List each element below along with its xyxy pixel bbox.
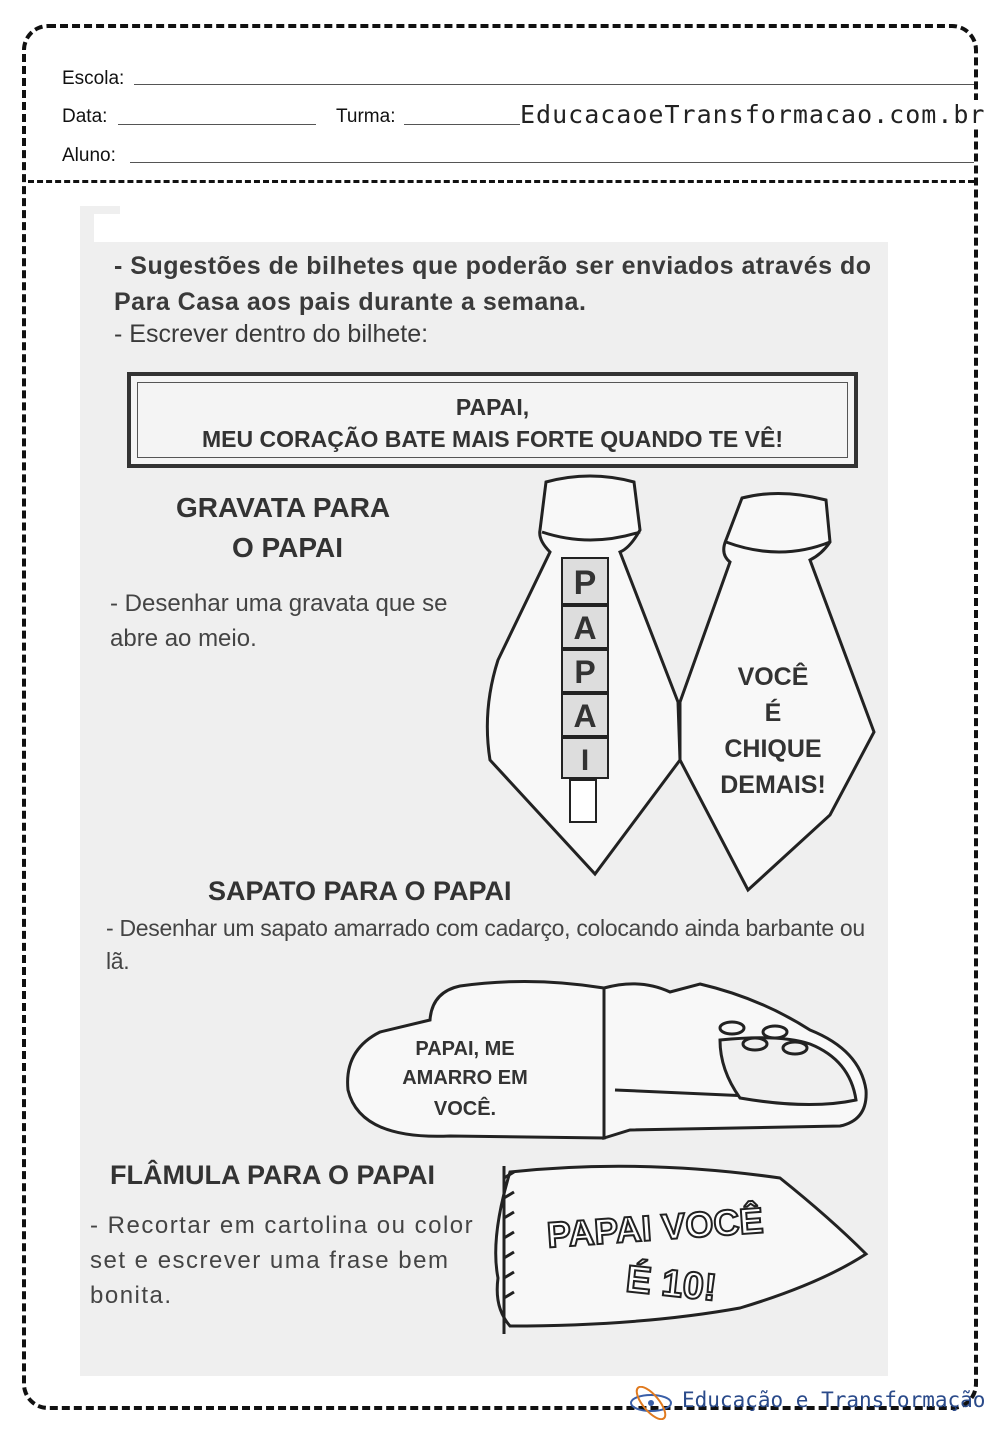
- note-box: [127, 372, 858, 468]
- tie-title-1: GRAVATA PARA: [176, 492, 391, 523]
- data-label: Data:: [62, 106, 108, 127]
- shoe-title: SAPATO PARA O PAPAI: [208, 876, 512, 906]
- tie-title-2: O PAPAI: [232, 532, 343, 563]
- tie-illustration: [480, 470, 880, 900]
- tie-message-2: É: [764, 699, 782, 727]
- escola-label: Escola:: [62, 68, 125, 89]
- shoe-description: - Desenhar um sapato amarrado com cadarço, colocando ainda barbante ou lã.: [106, 915, 865, 974]
- site-watermark: EducacaoeTransformacao.com.br: [520, 100, 986, 129]
- pennant-message-2: É 10!: [623, 1258, 719, 1310]
- tie-message-1: VOCÊ: [737, 663, 809, 691]
- tie-letter-1: P: [573, 564, 597, 602]
- pennant-illustration: [480, 1158, 880, 1338]
- header-separator: [28, 180, 974, 183]
- tie-letter-4: A: [573, 698, 597, 734]
- tie-letter-3: P: [574, 654, 596, 690]
- pennant-title: FLÂMULA PARA O PAPAI: [110, 1160, 435, 1190]
- intro-text: - Sugestões de bilhetes que poderão ser enviados através do Para Casa aos pais durante a semana.: [114, 252, 872, 316]
- aluno-field[interactable]: [130, 162, 974, 163]
- data-field[interactable]: [118, 124, 316, 125]
- shoe-message-2: AMARRO EM: [402, 1067, 528, 1089]
- tie-letter-stand: [570, 780, 596, 822]
- sheet-tab-cutout: [94, 214, 120, 244]
- note-line-1: PAPAI,: [455, 394, 530, 420]
- shoe-illustration: [340, 970, 870, 1150]
- pennant-message-1: PAPAI VOCÊ: [545, 1199, 765, 1256]
- tie-letter-2: A: [573, 610, 597, 646]
- turma-label: Turma:: [336, 106, 396, 127]
- tie-description: - Desenhar uma gravata que se abre ao meio.: [110, 590, 448, 652]
- pennant-description: - Recortar em cartolina ou color set e escrever uma frase bem bonita.: [90, 1212, 475, 1309]
- tie-letter-5: I: [580, 744, 590, 777]
- shoe-message-3: VOCÊ.: [433, 1098, 497, 1120]
- escola-field[interactable]: [134, 84, 974, 85]
- intro-instruction: - Escrever dentro do bilhete:: [114, 320, 429, 348]
- tie-message-3: CHIQUE: [724, 735, 822, 763]
- shoe-message-1: PAPAI, ME: [415, 1038, 515, 1060]
- atom-logo-icon: [628, 1386, 674, 1420]
- note-line-2: MEU CORAÇÃO BATE MAIS FORTE QUANDO TE VÊ!: [202, 426, 783, 452]
- aluno-label: Aluno:: [62, 145, 116, 166]
- footer-logo-text: Educação e Transformação: [682, 1388, 986, 1412]
- tie-message-4: DEMAIS!: [720, 771, 826, 799]
